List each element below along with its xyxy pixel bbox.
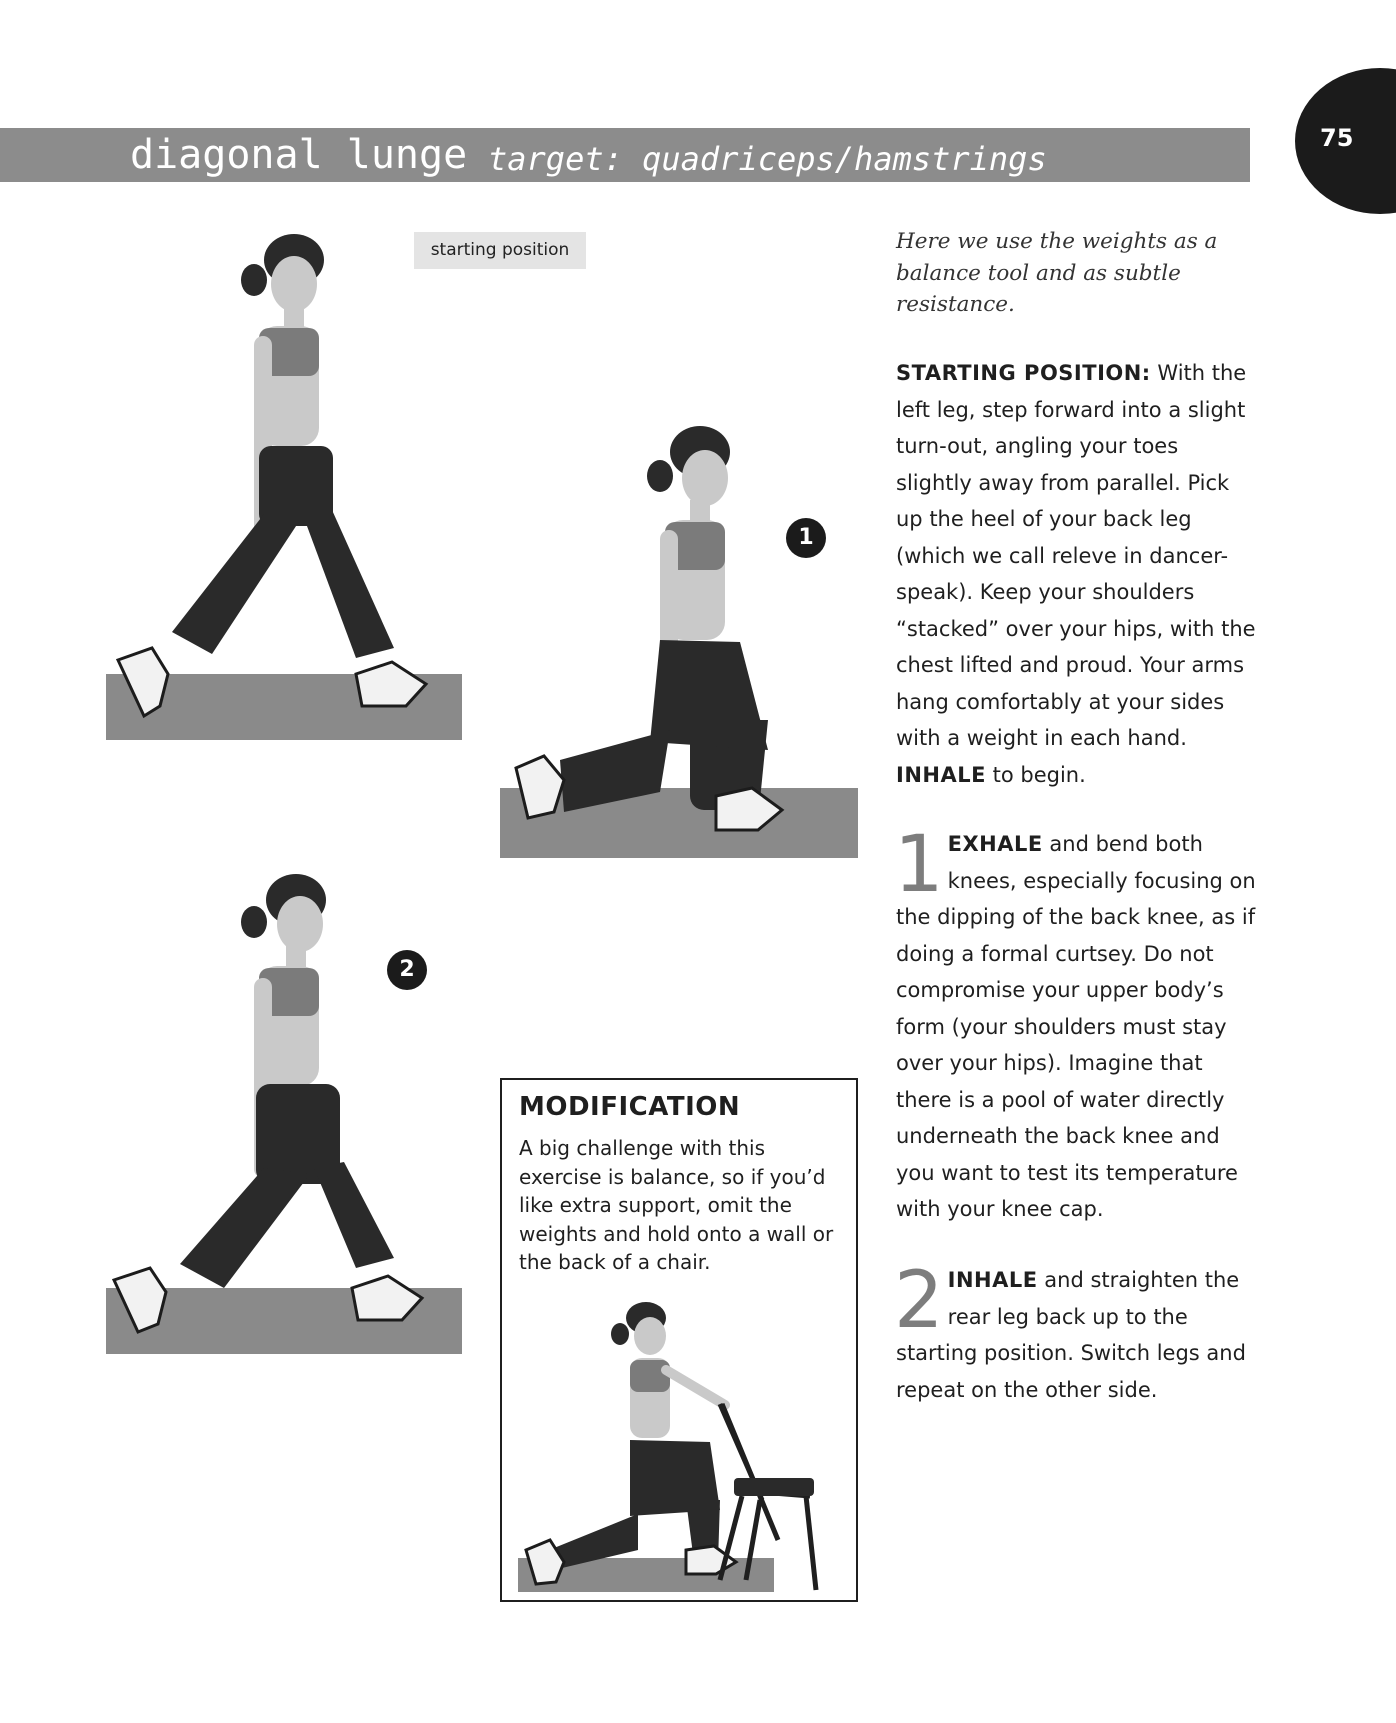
starting-position-text: With the left leg, step forward into a slight turn-out, angling your toes slightly away from parallel. Pick up the heel of your back leg (which we call releve in dancer-speak). Keep your shoulders “stacked” over your hips, with the chest lifted and proud. Your arms hang comfortably at your sides with a weight in each hand.	[896, 361, 1256, 750]
step-1-keyword: EXHALE	[947, 832, 1043, 856]
starting-position-heading: STARTING POSITION:	[896, 361, 1151, 385]
starting-position-photo	[104, 228, 466, 744]
modification-photo	[510, 1300, 850, 1595]
step-2-number: 2	[894, 1256, 944, 1346]
inhale-keyword: INHALE	[896, 762, 986, 787]
starting-position-section	[896, 355, 1256, 793]
step-1-section	[894, 820, 1256, 1228]
step-1-text: and bend both knees, especially focusing on the dipping of the back knee, as if doing a formal curtsey. Do not compromise your upper body’s form (your shoulders must stay over your hips). Imagine that there is a pool of water directly underneath the back knee and you want to test its temperature with your knee cap.	[896, 832, 1256, 1221]
page-number: 75	[1320, 124, 1354, 152]
starting-position-label: starting position	[414, 232, 586, 269]
step-1-badge: 1	[786, 518, 826, 558]
step-2-photo	[104, 868, 466, 1358]
step-2-section	[894, 1256, 1256, 1408]
step-1-photo	[500, 420, 860, 860]
modification-box	[500, 1078, 858, 1602]
inhale-text: to begin.	[985, 762, 1086, 787]
step-1-number: 1	[894, 820, 944, 910]
exercise-title: diagonal lunge	[130, 132, 468, 178]
step-2-keyword: INHALE	[947, 1268, 1038, 1292]
step-2-text: and straighten the rear leg back up to the starting position. Switch legs and repeat on the other side.	[896, 1268, 1246, 1402]
step-2-badge: 2	[387, 950, 427, 990]
intro-text: Here we use the weights as a balance tool and as subtle resistance.	[896, 229, 1218, 317]
target-muscles: target: quadriceps/hamstrings	[488, 140, 1047, 178]
modification-text: A big challenge with this exercise is balance, so if you’d like extra support, omit the weights and hold onto a wall or the back of a chair.	[519, 1136, 834, 1274]
modification-title: MODIFICATION	[519, 1092, 741, 1122]
